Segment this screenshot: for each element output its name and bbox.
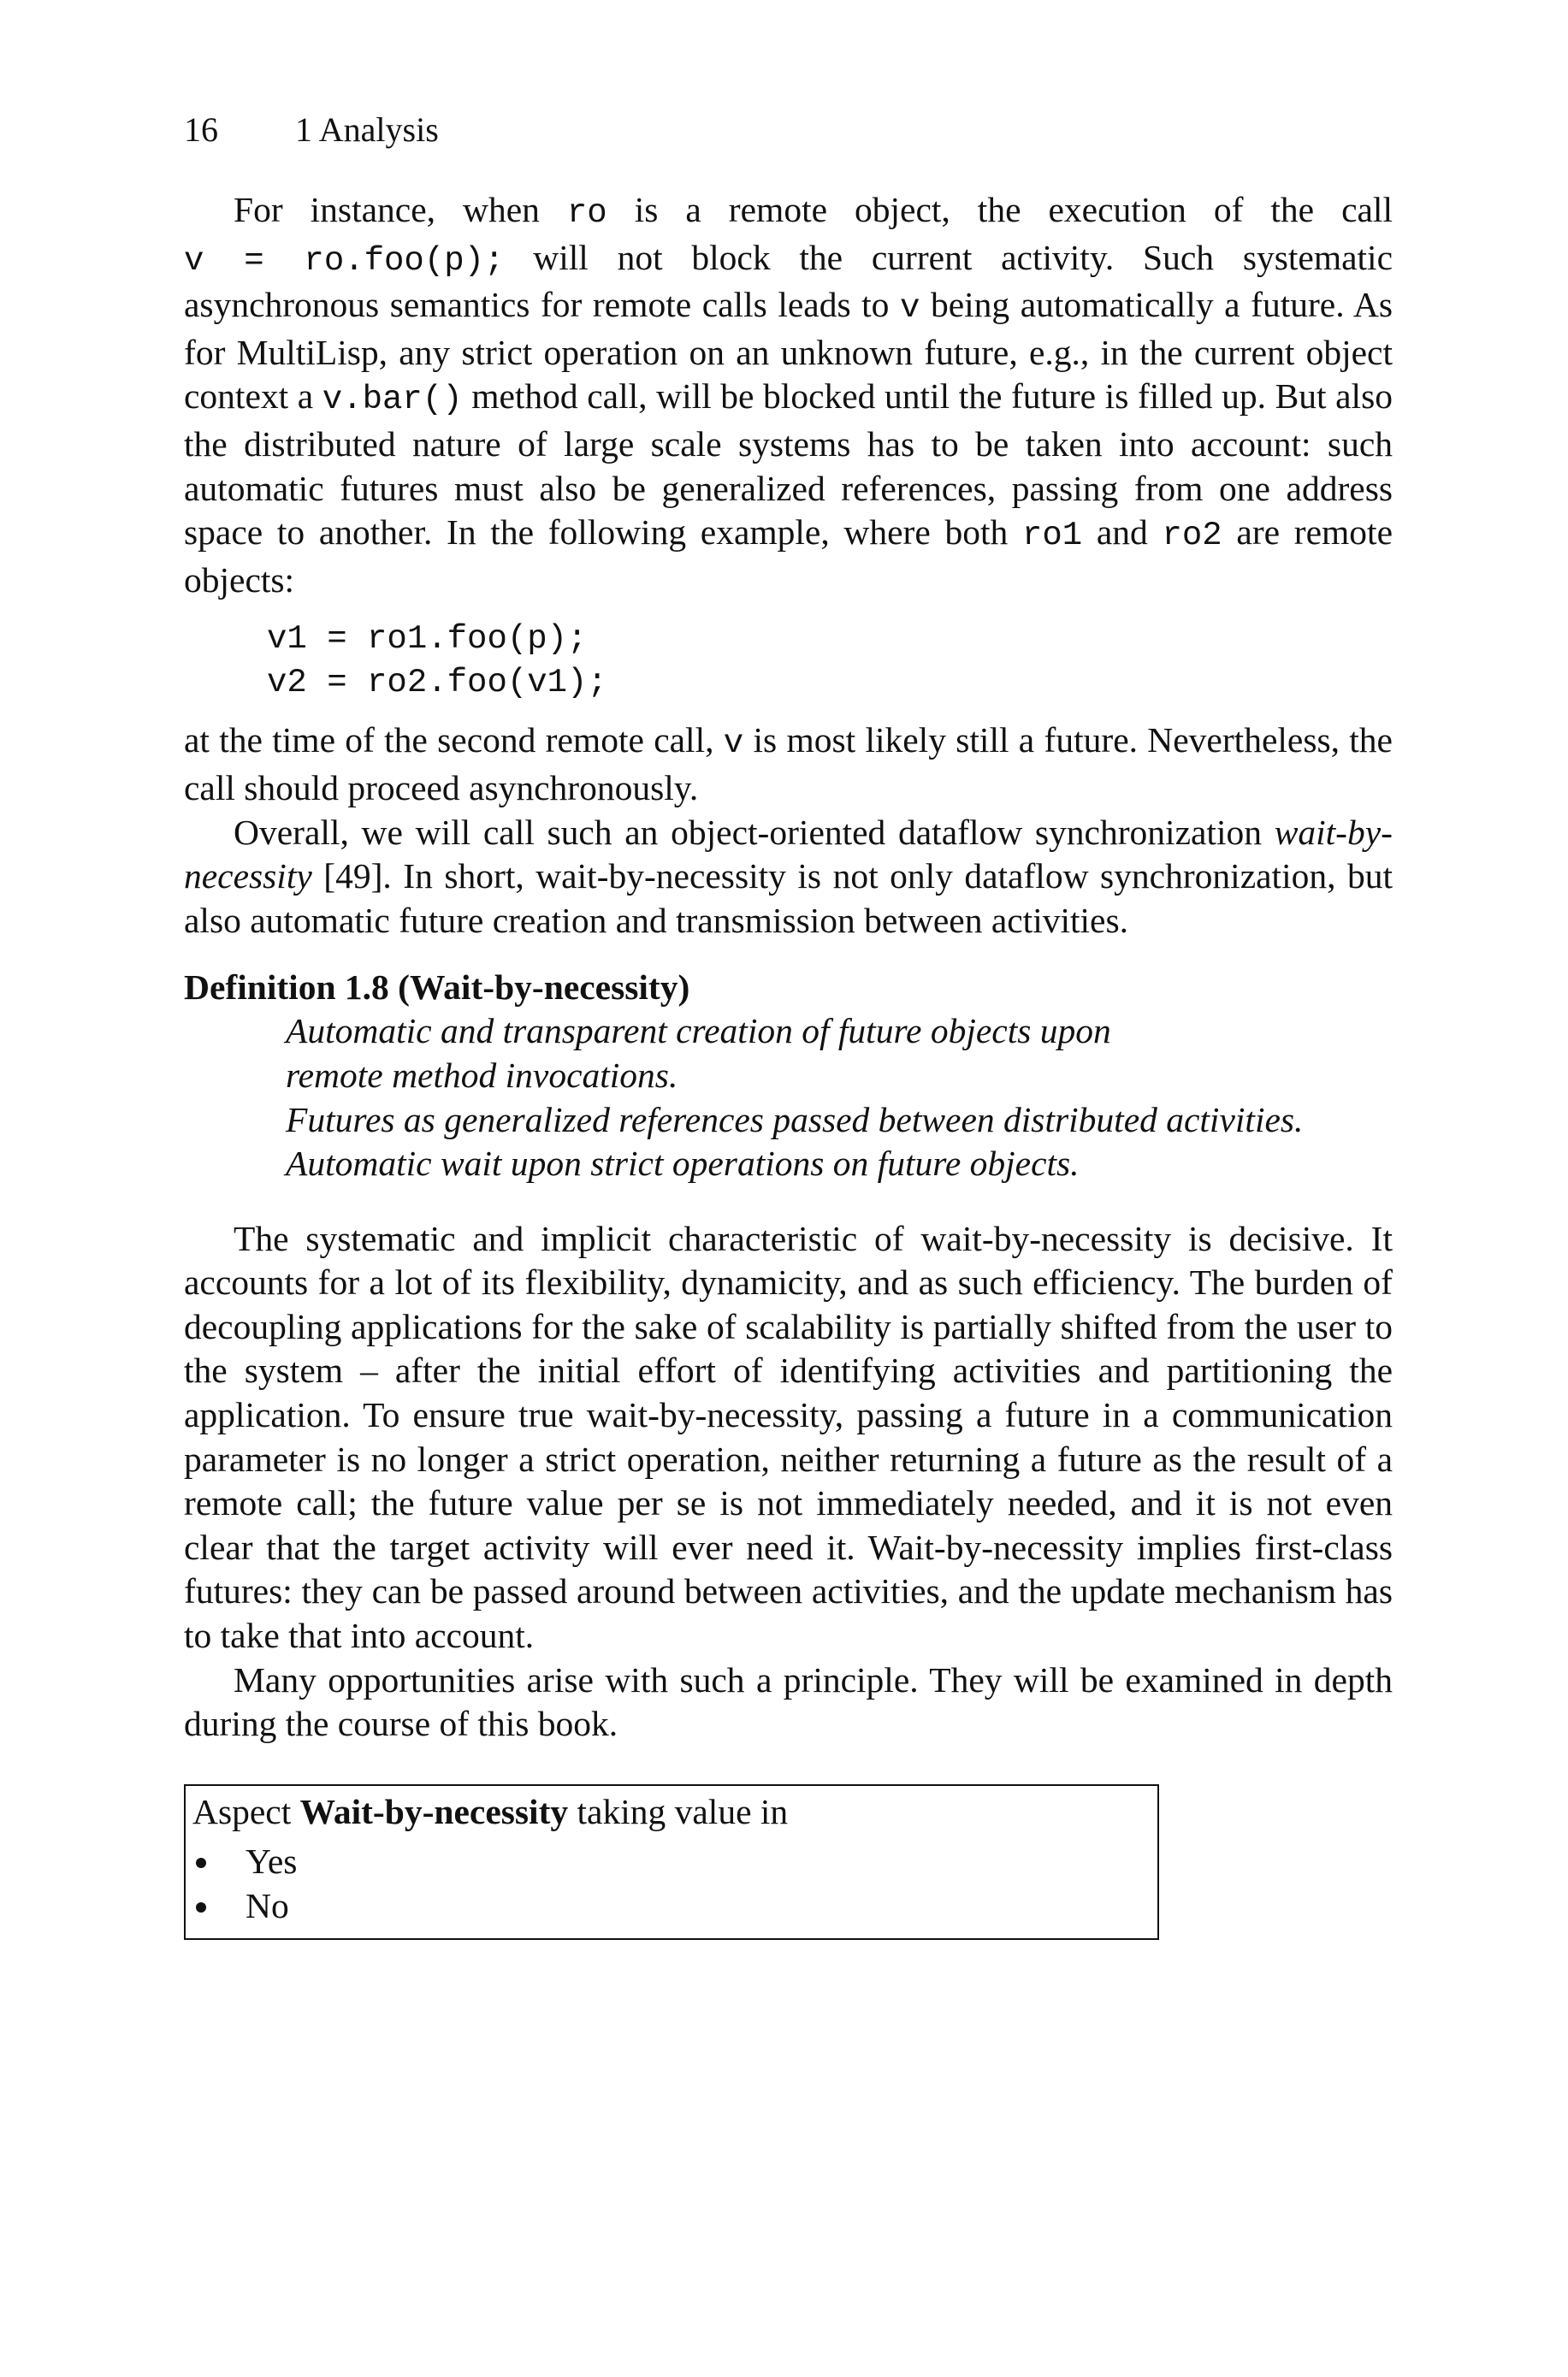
aspect-box [184,1784,1159,1940]
aspect-option: Yes [192,1839,1151,1883]
code-line: v1 = ro1.foo(p); [267,620,588,659]
paragraph-characteristics: The systematic and implicit characteristic of wait-by-necessity is decisive. It accounts for a lot of its flexibility, dynamicity, and as such efficiency. The burden of decoupling applications for the sake of scalability is partially shifted from the user to the system – after the initial effort of identifying activities and partitioning the application. To ensure true wait-by-necessity, passing a future in a communication parameter is no longer a strict operation, neither returning a future as the result of a remote call; the future value per se is not immediately needed, and it is not even clear that the target activity will ever need it. Wait-by-necessity implies first-class futures: they can be passed around between activities, and the update mechanism has to take that into account. [184,1218,1393,1656]
paragraph-futures-intro: For instance, when ro is a remote object, the execution of the call v = ro.foo(p); will not block the current activity. Such systematic asynchronous semantics for remote calls leads to v being automatically a future. As for MultiLisp, any strict operation on an unknown future, e.g., in the current object context a v.bar() method call, will be blocked until the future is filled up. But also the distributed nature of large scale systems has to be taken into account: such automatic futures must also be generalized references, passing from one address space to another. In the following example, where both ro1 and ro2 are remote objects: [184,190,1393,600]
term-wait-by-necessity: wait-by-necessity [184,812,1393,896]
code-line: v2 = ro2.foo(v1); [267,664,607,702]
bullet-icon [196,1858,206,1868]
aspect-option: No [192,1883,1151,1928]
paragraph-wait-by-necessity: Overall, we will call such an object-oriented dataflow synchronization wait-by-necessity [49]. In short, wait-by-necessity is not only dataflow synchronization, but also automatic future creation and transmission between activities. [184,812,1393,940]
definition-line: remote method invocations. [286,1055,678,1095]
paragraph-second-call: at the time of the second remote call, v is most likely still a future. Nevertheless, the call should proceed asynchronously. [184,720,1393,807]
definition-line: Automatic and transparent creation of future objects upon [286,1011,1111,1051]
definition-title: Definition 1.8 (Wait-by-necessity) [184,967,690,1008]
running-header [184,109,1393,151]
code-v: v [723,724,744,763]
page-number: 16 [184,110,218,149]
aspect-heading: Aspect Wait-by-necessity taking value in [192,1791,789,1831]
code-ro2: ro2 [1162,517,1222,555]
aspect-name: Wait-by-necessity [299,1791,569,1831]
code-v: v [900,289,920,328]
paragraph-opportunities: Many opportunities arise with such a principle. They will be examined in depth during the course of this book. [184,1659,1393,1744]
code-ro1: ro1 [1021,517,1083,555]
definition-line: Automatic wait upon strict operations on future objects. [286,1144,1080,1184]
bullet-icon [196,1902,206,1913]
code-example [267,618,1393,705]
code-call: v = ro.foo(p); [184,241,505,280]
definition-body [286,1009,1393,1186]
aspect-options [192,1839,1151,1928]
definition-block [184,965,1393,1186]
chapter-title: 1 Analysis [295,110,439,149]
code-ro: ro [566,194,607,232]
code-vbar: v.bar() [322,381,463,419]
definition-line: Futures as generalized references passed between distributed activities. [286,1099,1304,1139]
